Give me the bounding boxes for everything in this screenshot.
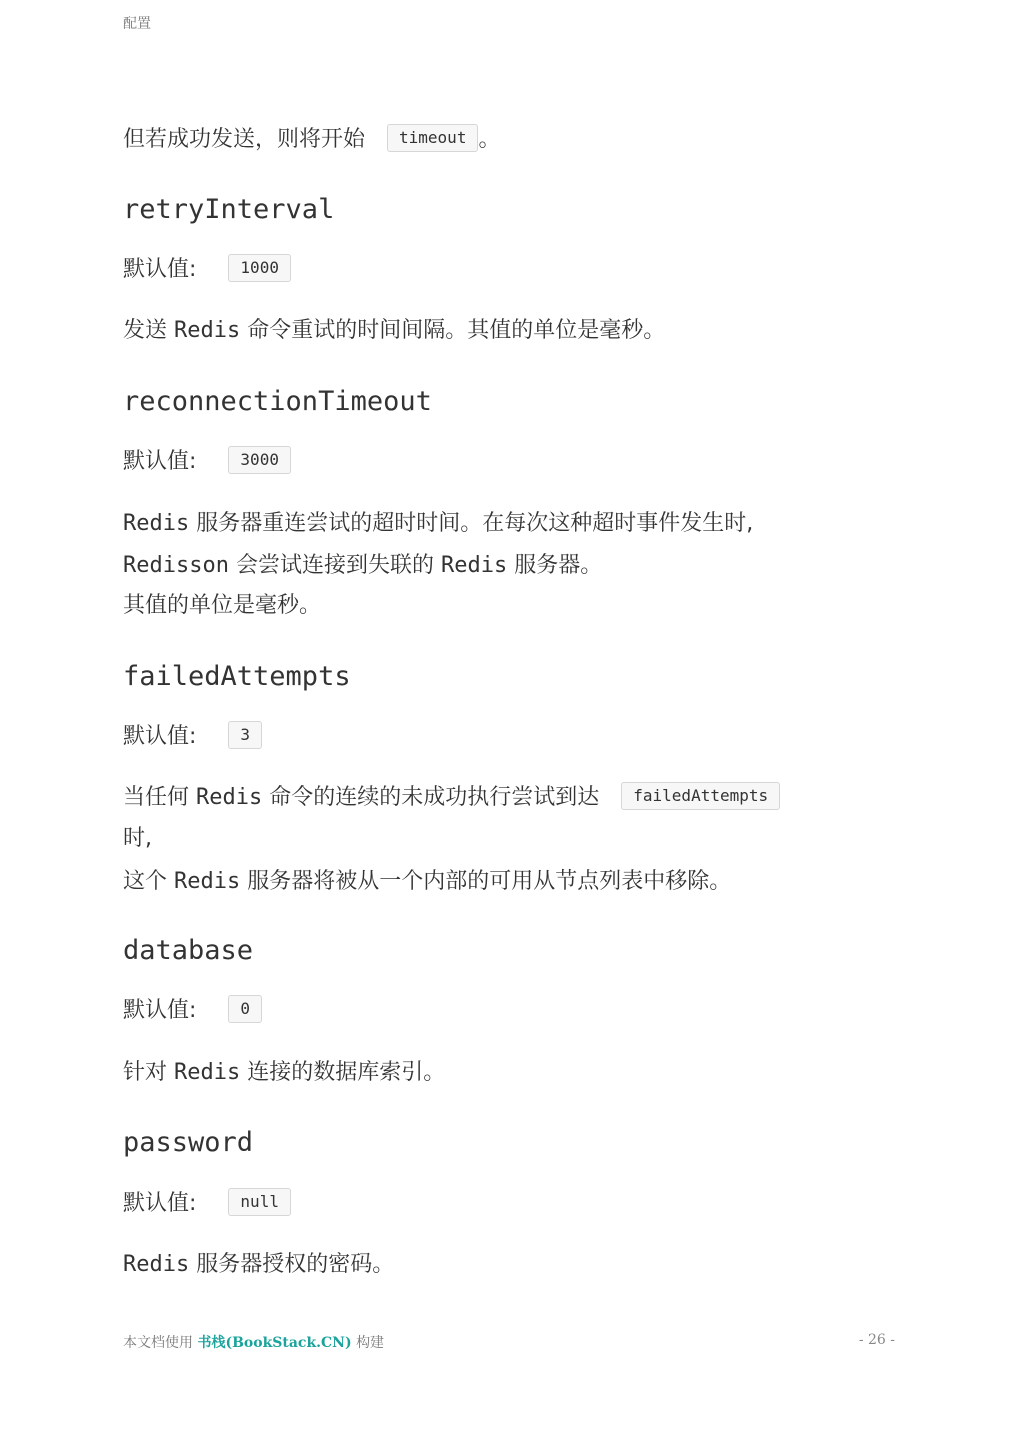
default-label: 默认值: <box>123 449 197 474</box>
desc-code: Redis <box>196 785 263 810</box>
section-description <box>123 316 665 346</box>
default-label: 默认值: <box>123 724 197 749</box>
intro-paragraph <box>123 125 500 155</box>
code-timeout: timeout <box>387 124 478 152</box>
desc-code: Redis <box>174 1060 241 1085</box>
desc-code: Redis <box>174 869 241 894</box>
desc-text: 针对 <box>123 1060 168 1085</box>
default-value-code: 3000 <box>228 446 291 474</box>
section-description-line <box>123 867 731 897</box>
desc-text: 发送 <box>123 318 168 343</box>
section-description <box>123 1058 445 1088</box>
desc-code: Redisson <box>123 553 229 578</box>
desc-text: 连接的数据库索引。 <box>247 1060 446 1085</box>
desc-text: 其值的单位是毫秒。 <box>123 593 322 618</box>
intro-suffix: 。 <box>478 127 501 152</box>
desc-text: 服务器重连尝试的超时时间。在每次这种超时事件发生时, <box>196 511 754 536</box>
footer-prefix: 本文档使用 <box>123 1335 193 1351</box>
desc-text: 命令重试的时间间隔。其值的单位是毫秒。 <box>247 318 666 343</box>
section-description <box>123 1250 394 1280</box>
default-label: 默认值: <box>123 998 197 1023</box>
desc-text: 会尝试连接到失联的 <box>235 553 434 578</box>
desc-text: 命令的连续的未成功执行尝试到达 <box>269 785 600 810</box>
footer-suffix: 构建 <box>356 1335 385 1351</box>
desc-code: Redis <box>123 1252 190 1277</box>
desc-text: 服务器授权的密码。 <box>196 1252 395 1277</box>
desc-text: 这个 <box>123 869 168 894</box>
code-failedattempts: failedAttempts <box>621 782 780 810</box>
desc-text: 服务器。 <box>514 553 603 578</box>
default-value-code: 0 <box>228 995 262 1023</box>
default-value-row <box>123 722 262 752</box>
default-label: 默认值: <box>123 257 197 282</box>
footer-brand-link[interactable]: 书栈(BookStack.CN) <box>197 1335 352 1351</box>
section-description-line <box>123 591 321 621</box>
page-footer <box>123 1332 384 1352</box>
intro-text: 但若成功发送，则将开始 <box>123 127 366 152</box>
desc-code: Redis <box>440 553 508 578</box>
default-label: 默认值: <box>123 1191 197 1216</box>
desc-code: Redis <box>174 318 241 343</box>
section-description-line <box>123 824 152 854</box>
section-description-line <box>123 783 780 813</box>
default-value-row <box>123 447 291 477</box>
section-description-line <box>123 551 602 581</box>
default-value-row <box>123 255 291 285</box>
desc-text: 当任何 <box>123 785 190 810</box>
section-heading-database: database <box>123 935 254 966</box>
desc-code: Redis <box>123 511 190 536</box>
default-value-code: 1000 <box>228 254 291 282</box>
desc-text: 时, <box>123 826 152 851</box>
section-description-line <box>123 509 753 539</box>
default-value-row <box>123 1189 291 1219</box>
section-heading-retryinterval: retryInterval <box>123 194 335 225</box>
section-heading-password: password <box>123 1127 254 1158</box>
page-number: - 26 - <box>858 1332 895 1348</box>
section-heading-failedattempts: failedAttempts <box>123 661 351 692</box>
default-value-row <box>123 996 262 1026</box>
running-header: 配置 <box>123 16 151 32</box>
default-value-code: 3 <box>228 721 262 749</box>
default-value-code: null <box>228 1188 291 1216</box>
section-heading-reconnectiontimeout: reconnectionTimeout <box>123 386 432 417</box>
desc-text: 服务器将被从一个内部的可用从节点列表中移除。 <box>247 869 732 894</box>
